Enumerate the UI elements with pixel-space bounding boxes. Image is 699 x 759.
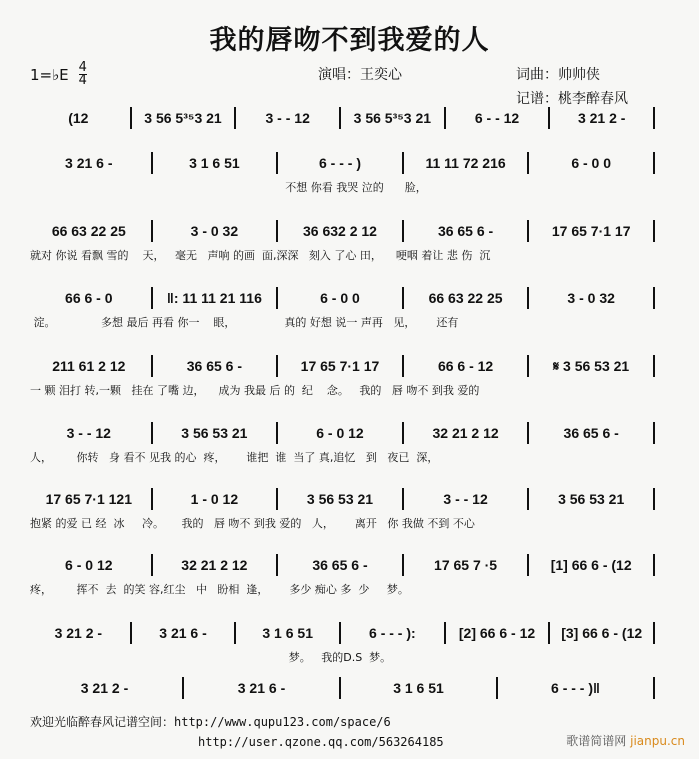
notes-line bbox=[30, 106, 658, 130]
measure: 6 - - - )‖ bbox=[551, 680, 600, 696]
bar-line bbox=[402, 422, 404, 444]
bar-line bbox=[527, 287, 529, 309]
singer: 演唱：王奕心 bbox=[318, 67, 402, 83]
measure: 3 - - 12 bbox=[66, 425, 111, 441]
bar-line bbox=[182, 677, 184, 699]
measure: 17 65 7 ·5 bbox=[434, 557, 498, 573]
measure: 3 - 0 32 bbox=[567, 290, 615, 306]
bar-line bbox=[527, 488, 529, 510]
notes-line bbox=[30, 219, 658, 243]
bar-line bbox=[151, 152, 153, 174]
measure: 3 21 2 - bbox=[80, 680, 129, 696]
bar-line bbox=[653, 422, 655, 444]
bar-line bbox=[402, 554, 404, 576]
measure: 3 21 6 - bbox=[237, 680, 286, 696]
measure: 66 63 22 25 bbox=[428, 290, 503, 306]
measure: 211 61 2 12 bbox=[52, 358, 126, 374]
key: 1=♭E bbox=[30, 65, 69, 84]
bar-line bbox=[548, 107, 550, 129]
measure: [3] 66 6 - (12 bbox=[561, 625, 643, 641]
bar-line bbox=[653, 107, 655, 129]
bar-line bbox=[276, 152, 278, 174]
measure: 36 65 6 - bbox=[437, 223, 494, 239]
bar-line bbox=[276, 287, 278, 309]
bar-line bbox=[402, 152, 404, 174]
measure: 66 6 - 12 bbox=[437, 358, 494, 374]
bar-line bbox=[653, 287, 655, 309]
measure: 6 - 0 0 bbox=[571, 155, 612, 171]
notes-line bbox=[30, 151, 658, 175]
score-system bbox=[30, 219, 658, 265]
measure: 3 56 53 21 bbox=[306, 491, 374, 507]
score-system bbox=[30, 354, 658, 400]
measure: [2] 66 6 - 12 bbox=[458, 625, 536, 641]
bar-line bbox=[276, 488, 278, 510]
bar-line bbox=[151, 355, 153, 377]
bar-line bbox=[496, 677, 498, 699]
measure: 3 1 6 51 bbox=[393, 680, 444, 696]
lyrics-line: 疼， 挥不 去 的笑 容,红尘 中 盼相 逢， 多少 痴心 多 少 梦。 bbox=[30, 583, 409, 596]
measure: 6 - 0 0 bbox=[320, 290, 360, 306]
bar-line bbox=[444, 622, 446, 644]
bar-line bbox=[151, 554, 153, 576]
time-signature: $\frac{4}{4}$ bbox=[78, 60, 87, 88]
key-signature bbox=[30, 62, 87, 87]
measure: 11 11 72 216 bbox=[425, 155, 506, 171]
score-system bbox=[30, 286, 658, 332]
bar-line bbox=[276, 554, 278, 576]
notes-line bbox=[30, 676, 658, 700]
bar-line bbox=[151, 488, 153, 510]
measure: 6 - - - ) bbox=[318, 155, 361, 171]
measure: 36 65 6 - bbox=[186, 358, 243, 374]
bar-line bbox=[653, 220, 655, 242]
measure: 6 - 0 12 bbox=[316, 425, 364, 441]
measure: 6 - - 12 bbox=[474, 110, 520, 126]
measure: 3 56 53 21 bbox=[558, 491, 625, 507]
bar-line bbox=[402, 355, 404, 377]
measure: 3 21 2 - bbox=[577, 110, 626, 126]
composer: 词曲：帅帅侠 bbox=[516, 67, 600, 83]
footer-line-1: 欢迎光临醉春风记谱空间：http://www.qupu123.com/space/6 bbox=[30, 715, 391, 729]
measure: 3 21 2 - bbox=[54, 625, 103, 641]
score-system bbox=[30, 487, 658, 533]
measure: 66 63 22 25 bbox=[51, 223, 126, 239]
lyrics-line: 一 颗 泪打 转,一颗 挂在 了嘴 边， 成为 我最 后 的 纪 念。 我的 唇 吻不 到我 爱的 bbox=[30, 384, 480, 397]
bar-line bbox=[527, 422, 529, 444]
score-system bbox=[30, 151, 658, 197]
lyrics-line: 不想 你看 我哭 泣的 脸， bbox=[30, 181, 427, 194]
measure: ‖: 11 11 21 116 bbox=[166, 290, 262, 306]
measure: 3 1 6 51 bbox=[189, 155, 240, 171]
bar-line bbox=[402, 287, 404, 309]
footer-line-2: http://user.qzone.qq.com/563264185 bbox=[198, 735, 444, 749]
lyrics-line: 就对 你说 看飘 雪的 天， 毫无 声响 的画 面,深深 刻入 了心 田， 哽咽 着让 悲 伤 沉 bbox=[30, 249, 491, 262]
score-system bbox=[30, 421, 658, 467]
bar-line bbox=[653, 488, 655, 510]
bar-line bbox=[527, 220, 529, 242]
notes-line bbox=[30, 286, 658, 310]
lyrics-line: 梦。 我的D.S 梦。 bbox=[30, 651, 392, 664]
bar-line bbox=[653, 152, 655, 174]
measure: [1] 66 6 - (12 bbox=[550, 557, 632, 573]
transcriber: 记谱：桃李醉春风 bbox=[516, 91, 628, 107]
bar-line bbox=[653, 554, 655, 576]
measure: 32 21 2 12 bbox=[181, 557, 248, 573]
bar-line bbox=[527, 152, 529, 174]
measure: 17 65 7·1 17 bbox=[300, 358, 380, 374]
bar-line bbox=[339, 677, 341, 699]
lyrics-line bbox=[30, 134, 658, 152]
measure: 3 - - 12 bbox=[443, 491, 488, 507]
bar-line bbox=[527, 355, 529, 377]
bar-line bbox=[234, 622, 236, 644]
bar-line bbox=[339, 622, 341, 644]
bar-line bbox=[402, 220, 404, 242]
bar-line bbox=[276, 355, 278, 377]
measure: 3 21 6 - bbox=[159, 625, 207, 641]
measure: (12 bbox=[68, 110, 89, 126]
measure: 3 - 0 32 bbox=[190, 223, 239, 239]
bar-line bbox=[444, 107, 446, 129]
bar-line bbox=[548, 622, 550, 644]
footer bbox=[30, 712, 550, 752]
bar-line bbox=[653, 677, 655, 699]
notes-line bbox=[30, 421, 658, 445]
bar-line bbox=[130, 107, 132, 129]
notes-line bbox=[30, 553, 658, 577]
measure: 1 - 0 12 bbox=[190, 491, 239, 507]
lyrics-line: 人， 你转 身 看不 见我 的心 疼， 谁把 谁 当了 真,追忆 到 夜已 深， bbox=[30, 451, 439, 464]
measure: 6 - - - ): bbox=[369, 625, 416, 641]
notes-line bbox=[30, 354, 658, 378]
measure: 3 - - 12 bbox=[265, 110, 310, 126]
measure: 36 632 2 12 bbox=[303, 223, 377, 239]
bar-line bbox=[234, 107, 236, 129]
watermark: 歌谱简谱网 jianpu.cn bbox=[566, 734, 685, 748]
measure: 17 65 7·1 17 bbox=[551, 223, 631, 239]
bar-line bbox=[151, 287, 153, 309]
bar-line bbox=[527, 554, 529, 576]
bar-line bbox=[276, 220, 278, 242]
notes-line bbox=[30, 487, 658, 511]
score-system bbox=[30, 106, 658, 152]
measure: 3 56 5³⁵3 21 bbox=[144, 110, 222, 126]
measure: 3 56 5³⁵3 21 bbox=[353, 110, 432, 126]
notes-line bbox=[30, 621, 658, 645]
song-title: 我的唇吻不到我爱的人 bbox=[209, 25, 490, 56]
bar-line bbox=[402, 488, 404, 510]
bar-line bbox=[276, 422, 278, 444]
measure: 𝄋 3 56 53 21 bbox=[553, 357, 630, 374]
measure: 32 21 2 12 bbox=[432, 425, 499, 441]
measure: 3 1 6 51 bbox=[262, 625, 313, 641]
lyrics-line: 抱紧 的爱 已 经 冰 冷。 我的 唇 吻不 到我 爱的 人， 离开 你 我做 不到 不心 bbox=[30, 517, 475, 530]
bar-line bbox=[151, 422, 153, 444]
measure: 3 56 53 21 bbox=[181, 425, 248, 441]
measure: 6 - 0 12 bbox=[65, 557, 113, 573]
bar-line bbox=[130, 622, 132, 644]
measure: 3 21 6 - bbox=[65, 155, 113, 171]
lyrics-line: 淀。 多想 最后 再看 你一 眼， 真的 好想 说一 声再 见， 还有 bbox=[30, 316, 459, 329]
measure: 36 65 6 - bbox=[563, 425, 619, 441]
bar-line bbox=[653, 355, 655, 377]
bar-line bbox=[653, 622, 655, 644]
score-system bbox=[30, 621, 658, 667]
measure: 17 65 7·1 121 bbox=[45, 491, 132, 507]
measure: 36 65 6 - bbox=[312, 557, 368, 573]
measure: 66 6 - 0 bbox=[65, 290, 113, 306]
score-system bbox=[30, 553, 658, 599]
bar-line bbox=[339, 107, 341, 129]
bar-line bbox=[151, 220, 153, 242]
